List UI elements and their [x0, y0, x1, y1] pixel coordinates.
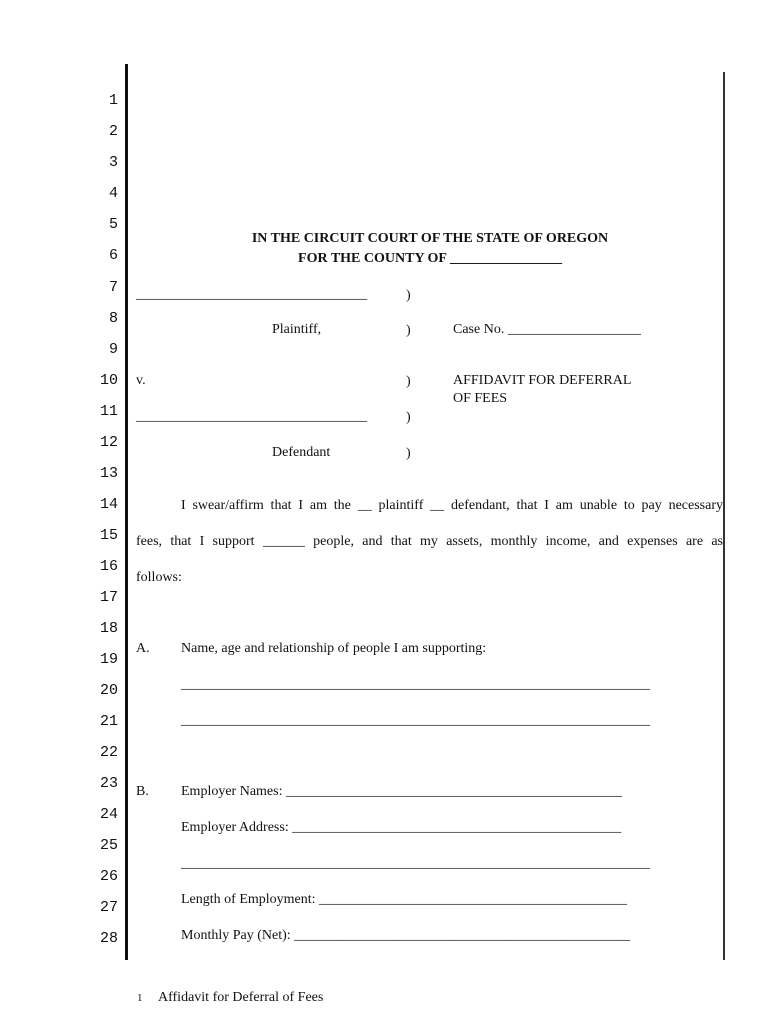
line-number: 14	[99, 496, 118, 513]
case-number-field: Case No. ___________________	[453, 322, 641, 337]
caption-paren: )	[406, 323, 411, 338]
monthly-pay-field: Monthly Pay (Net): ________________________________________________	[181, 928, 631, 943]
dependents-blank-2: ___________________________________________________________________	[181, 713, 650, 728]
caption-paren: )	[406, 374, 411, 389]
length-of-employment-field: Length of Employment: ____________________________________________	[181, 892, 628, 907]
line-number: 18	[99, 620, 118, 637]
line-number: 15	[99, 527, 118, 544]
line-number: 10	[99, 372, 118, 389]
employer-names-field: Employer Names: ________________________________________________	[181, 784, 622, 799]
document-title-line2: OF FEES	[453, 391, 508, 406]
dependents-blank-1: ___________________________________________________________________	[181, 677, 650, 692]
line-number: 6	[108, 247, 118, 264]
line-number: 3	[108, 154, 118, 171]
section-a-label: Name, age and relationship of people I am supporting:	[181, 641, 487, 656]
plaintiff-label: Plaintiff,	[272, 322, 322, 337]
line-number: 2	[108, 123, 118, 140]
employer-address-blank: ___________________________________________________________________	[181, 856, 650, 871]
line-number: 11	[99, 403, 118, 420]
line-number: 23	[99, 775, 118, 792]
line-number: 7	[108, 279, 118, 296]
plaintiff-name-blank: _________________________________	[136, 287, 367, 302]
caption-paren: )	[406, 446, 411, 461]
line-number: 20	[99, 682, 118, 699]
employer-address-field: Employer Address: _______________________________________________	[181, 820, 622, 835]
section-a-letter: A.	[136, 641, 150, 656]
line-number: 28	[99, 930, 118, 947]
line-number: 5	[108, 216, 118, 233]
versus-label: v.	[136, 373, 146, 388]
line-number: 25	[99, 837, 118, 854]
line-number: 8	[108, 310, 118, 327]
caption-paren: )	[406, 288, 411, 303]
line-number: 1	[108, 92, 118, 109]
footer-title: Affidavit for Deferral of Fees	[158, 990, 324, 1005]
section-b-letter: B.	[136, 784, 149, 799]
line-number: 24	[99, 806, 118, 823]
footer-page-number: 1	[137, 992, 143, 1004]
line-number: 9	[108, 341, 118, 358]
right-margin-rule	[723, 72, 725, 960]
line-number: 26	[99, 868, 118, 885]
defendant-label: Defendant	[272, 445, 331, 460]
statement-line-3: follows:	[136, 570, 182, 585]
defendant-name-blank: _________________________________	[136, 409, 367, 424]
statement-line-2: fees, that I support ______ people, and that my assets, monthly income, and expenses are as	[136, 534, 723, 549]
line-number: 13	[99, 465, 118, 482]
line-number: 19	[99, 651, 118, 668]
caption-paren: )	[406, 410, 411, 425]
court-heading: IN THE CIRCUIT COURT OF THE STATE OF OREGON	[251, 231, 609, 246]
statement-line-1: I swear/affirm that I am the __ plaintiff __ defendant, that I am unable to pay necessary	[181, 498, 723, 513]
line-number: 12	[99, 434, 118, 451]
line-number: 22	[99, 744, 118, 761]
line-number: 4	[108, 185, 118, 202]
document-title-line1: AFFIDAVIT FOR DEFERRAL	[453, 373, 632, 388]
line-number: 17	[99, 589, 118, 606]
left-margin-rule	[125, 64, 128, 960]
line-number: 16	[99, 558, 118, 575]
county-heading: FOR THE COUNTY OF ________________	[298, 251, 562, 266]
line-number: 21	[99, 713, 118, 730]
line-number: 27	[99, 899, 118, 916]
